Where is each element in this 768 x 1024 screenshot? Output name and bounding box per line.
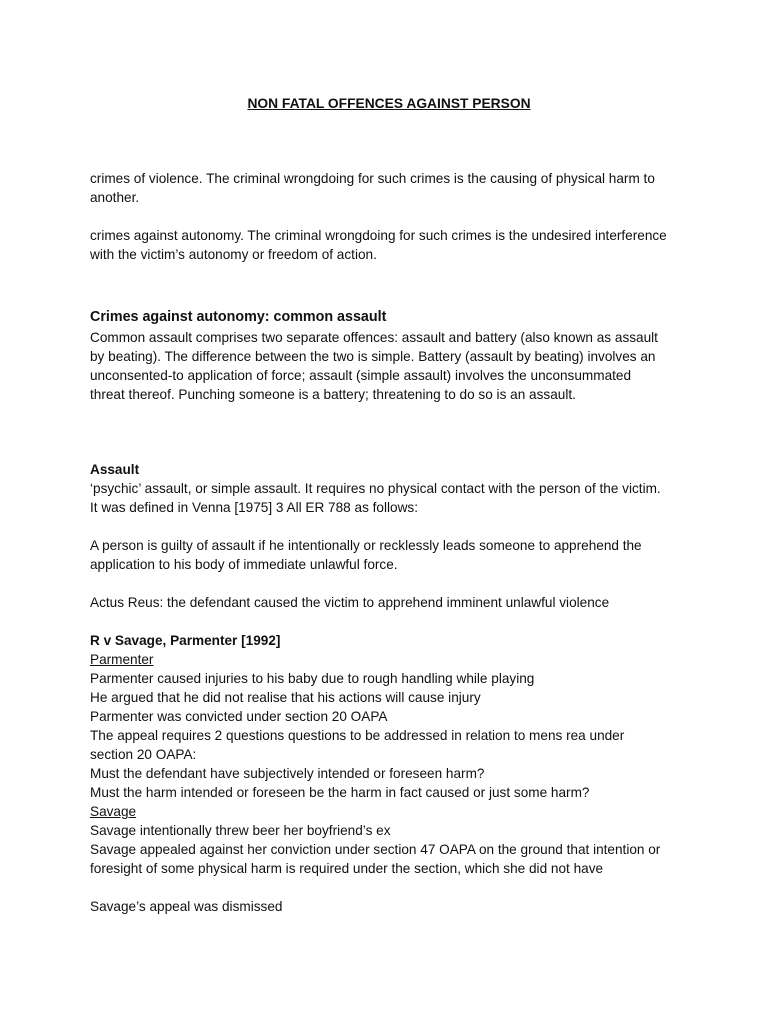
text-line: threat thereof. Punching someone is a battery; threatening to do so is an assault. [90,387,576,402]
text-line: Actus Reus: the defendant caused the victim to apprehend imminent unlawful violence [90,595,610,610]
text-line: He argued that he did not realise that his actions will cause injury [90,690,481,705]
text-line: Savage intentionally threw beer her boyfriend’s ex [90,823,391,838]
text-line: crimes against autonomy. The criminal wrongdoing for such crimes is the undesired interference [90,228,667,243]
section-heading: Crimes against autonomy: common assault [90,309,387,325]
savage-subheading: Savage [90,804,137,819]
assault-definition [90,536,690,574]
document-body [90,169,690,916]
text-line: ‘psychic’ assault, or simple assault. It requires no physical contact with the person of the victim. [90,481,661,496]
text-line: Parmenter was convicted under section 20 OAPA [90,709,388,724]
intro-violence-paragraph [90,169,690,207]
text-line: Must the harm intended or foreseen be the harm in fact caused or just some harm? [90,785,590,800]
common-assault-section [90,308,690,404]
text-line: section 20 OAPA: [90,747,197,762]
text-line: Savage’s appeal was dismissed [90,899,283,914]
text-line: The appeal requires 2 questions questions to be addressed in relation to mens rea under [90,728,625,743]
section-heading: Assault [90,462,140,477]
parmenter-subheading: Parmenter [90,652,154,667]
assault-section [90,460,690,517]
case-section [90,631,690,878]
intro-autonomy-paragraph [90,226,690,264]
text-line: A person is guilty of assault if he intentionally or recklessly leads someone to apprehend the [90,538,642,553]
text-line: It was defined in Venna [1975] 3 All ER 788 as follows: [90,500,418,515]
text-line: application to his body of immediate unlawful force. [90,557,398,572]
case-heading: R v Savage, Parmenter [1992] [90,633,281,648]
text-line: Parmenter caused injuries to his baby due to rough handling while playing [90,671,535,686]
text-line: Common assault comprises two separate offences: assault and battery (also known as assault [90,330,658,345]
text-line: Savage appealed against her conviction under section 47 OAPA on the ground that intention or [90,842,661,857]
text-line: foresight of some physical harm is required under the section, which she did not have [90,861,604,876]
text-line: Must the defendant have subjectively intended or foreseen harm? [90,766,485,781]
actus-reus-line [90,593,690,612]
text-line: with the victim’s autonomy or freedom of action. [90,247,377,262]
text-line: by beating). The difference between the two is simple. Battery (assault by beating) involves an [90,349,656,364]
page-title: NON FATAL OFFENCES AGAINST PERSON [247,96,531,111]
text-line: crimes of violence. The criminal wrongdoing for such crimes is the causing of physical harm to [90,171,655,186]
text-line: unconsented-to application of force; assault (simple assault) involves the unconsummated [90,368,632,383]
savage-outcome [90,897,690,916]
text-line: another. [90,190,140,205]
